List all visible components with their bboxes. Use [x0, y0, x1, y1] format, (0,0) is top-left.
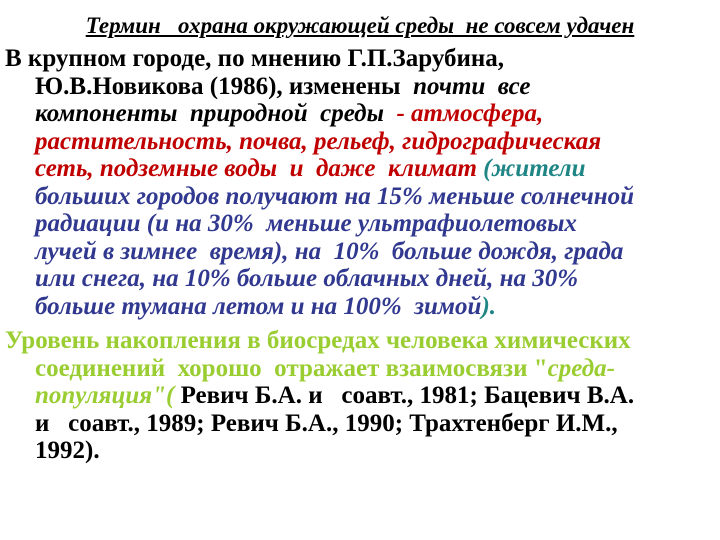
text-segment: Ю.В.Новикова (1986), изменены [35, 72, 414, 100]
text-segment: соединений хорошо отражает взаимосвязи " [35, 354, 548, 382]
text-line [35, 155, 720, 183]
slide-title: Термин охрана окружающей среды не совсем удачен [85, 13, 635, 38]
text-segment: растительность, почва, рельеф, гидрографическая [35, 127, 602, 155]
text-segment: или снега, на 10% больше облачных дней, на 30% [35, 265, 579, 292]
text-segment: лучей в зимнее время), на 10% больше дождя, града [35, 237, 624, 265]
text-line [35, 238, 720, 266]
slide-body-text [0, 39, 720, 465]
text-segment: - атмосфера, [396, 100, 544, 127]
text-segment: В крупном городе, по мнению Г.П.Зарубина, [5, 45, 505, 72]
text-segment: 1992). [35, 437, 100, 464]
text-line [35, 293, 720, 321]
text-line [5, 45, 720, 73]
text-line [5, 327, 720, 355]
text-segment: (жители [483, 155, 586, 182]
text-segment: популяция"( [35, 382, 181, 409]
text-line [35, 410, 720, 438]
text-line [35, 382, 720, 410]
text-segment: больших городов получают на 15% меньше солнечной [35, 182, 635, 210]
text-segment: Ревич Б.А. и соавт., 1981; Бацевич В.А. [180, 382, 635, 409]
text-line [35, 210, 720, 238]
text-segment: и соавт., 1989; Ревич Б.А., 1990; Трахтенберг И.М., [35, 409, 618, 437]
text-line [35, 265, 720, 293]
text-segment: среда- [547, 354, 615, 382]
text-line [35, 355, 720, 383]
text-line [35, 183, 720, 211]
text-segment: почти все [413, 72, 531, 100]
text-segment: радиации (и на 30% меньше ультрафиолетовых [35, 210, 577, 237]
text-segment: сеть, подземные воды и даже климат [35, 155, 484, 182]
text-line [35, 128, 720, 156]
text-line [35, 100, 720, 128]
text-segment: больше тумана летом и на 100% зимой [35, 292, 482, 320]
text-segment: компоненты природной среды [35, 100, 397, 127]
text-segment: ). [481, 292, 497, 320]
text-segment: Уровень накопления в биосредах человека химических [5, 327, 631, 354]
text-line [35, 73, 720, 101]
text-line [35, 437, 720, 465]
